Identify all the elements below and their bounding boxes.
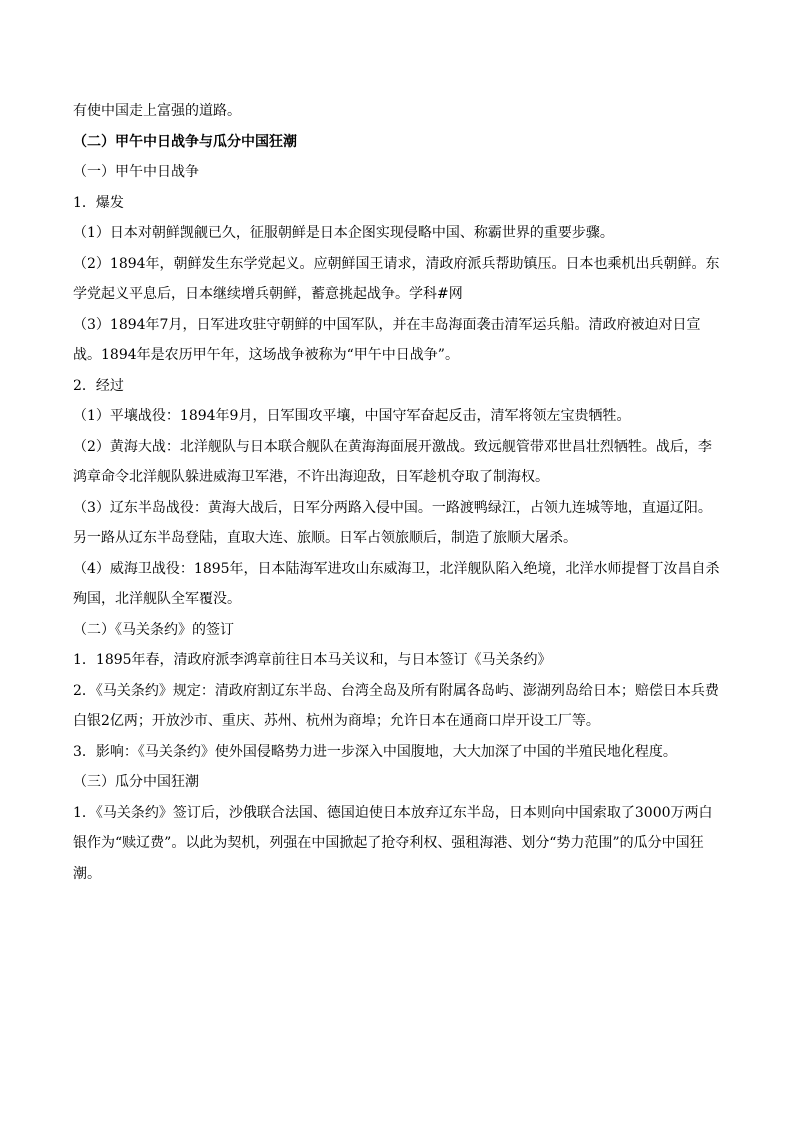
document-body (73, 96, 723, 889)
item-heading-outbreak: 1．爆发 (73, 194, 124, 211)
subsection-heading-war: （一）甲午中日战争 (73, 164, 199, 180)
paragraph-course-yellow-sea: （2）黄海大战：北洋舰队与日本联合舰队在黄海海面展开激战。致远舰管带邓世昌壮烈牺牲。战后，李鸿章命令北洋舰队躲进威海卫军港，不许出海迎敌，日军趁机夺取了制海权。 (73, 438, 712, 485)
paragraph-outbreak-1: （1）日本对朝鲜觊觎已久，征服朝鲜是日本企图实现侵略中国、称霸世界的重要步骤。 (73, 225, 614, 241)
section-heading-sino-japanese-war-partition: （二）甲午中日战争与瓜分中国狂潮 (73, 133, 297, 150)
paragraph-intro-tail: 有使中国走上富强的道路。 (73, 103, 241, 119)
subsection-heading-partition: （三）瓜分中国狂潮 (73, 774, 199, 790)
paragraph-outbreak-3: （3）1894年7月，日军进攻驻守朝鲜的中国军队，并在丰岛海面袭击清军运兵船。清政府被迫对日宣战。1894年是农历甲午年，这场战争被称为“甲午中日战争”。 (73, 316, 701, 363)
paragraph-treaty-2: 2．《马关条约》规定：清政府割辽东半岛、台湾全岛及所有附属各岛屿、澎湖列岛给日本；赔偿日本兵费白银2亿两；开放沙市、重庆、苏州、杭州为商埠；允许日本在通商口岸开设工厂等。 (73, 682, 719, 729)
paragraph-course-liaodong: （3）辽东半岛战役：黄海大战后，日军分两路入侵中国。一路渡鸭绿江，占领九连城等地，直逼辽阳。另一路从辽东半岛登陆，直取大连、旅顺。日军占领旅顺后，制造了旅顺大屠杀。 (73, 499, 712, 546)
paragraph-partition-1: 1．《马关条约》签订后，沙俄联合法国、德国迫使日本放弃辽东半岛，日本则向中国索取了3000万两白银作为“赎辽费”。以此为契机，列强在中国掀起了抢夺利权、强租海港、划分“势力范围”的瓜分中国狂潮。 (73, 804, 713, 882)
paragraph-course-weihaiwei: （4）威海卫战役：1895年，日本陆海军进攻山东威海卫，北洋舰队陷入绝境，北洋水师提督丁汝昌自杀殉国，北洋舰队全军覆没。 (73, 560, 720, 607)
paragraph-treaty-1: 1．1895年春，清政府派李鸿章前往日本马关议和，与日本签订《马关条约》 (73, 652, 552, 668)
subsection-heading-treaty: （二）《马关条约》的签订 (73, 621, 234, 638)
paragraph-outbreak-2: （2）1894年，朝鲜发生东学党起义。应朝鲜国王请求，清政府派兵帮助镇压。日本也乘机出兵朝鲜。东学党起义平息后，日本继续增兵朝鲜，蓄意挑起战争。学科#网 (73, 255, 720, 302)
paragraph-course-pyongyang: （1）平壤战役：1894年9月，日军围攻平壤，中国守军奋起反击，清军将领左宝贵牺牲。 (73, 408, 631, 424)
paragraph-treaty-3: 3．影响：《马关条约》使外国侵略势力进一步深入中国腹地，大大加深了中国的半殖民地化程度。 (73, 743, 677, 760)
item-heading-course: 2．经过 (73, 377, 124, 394)
